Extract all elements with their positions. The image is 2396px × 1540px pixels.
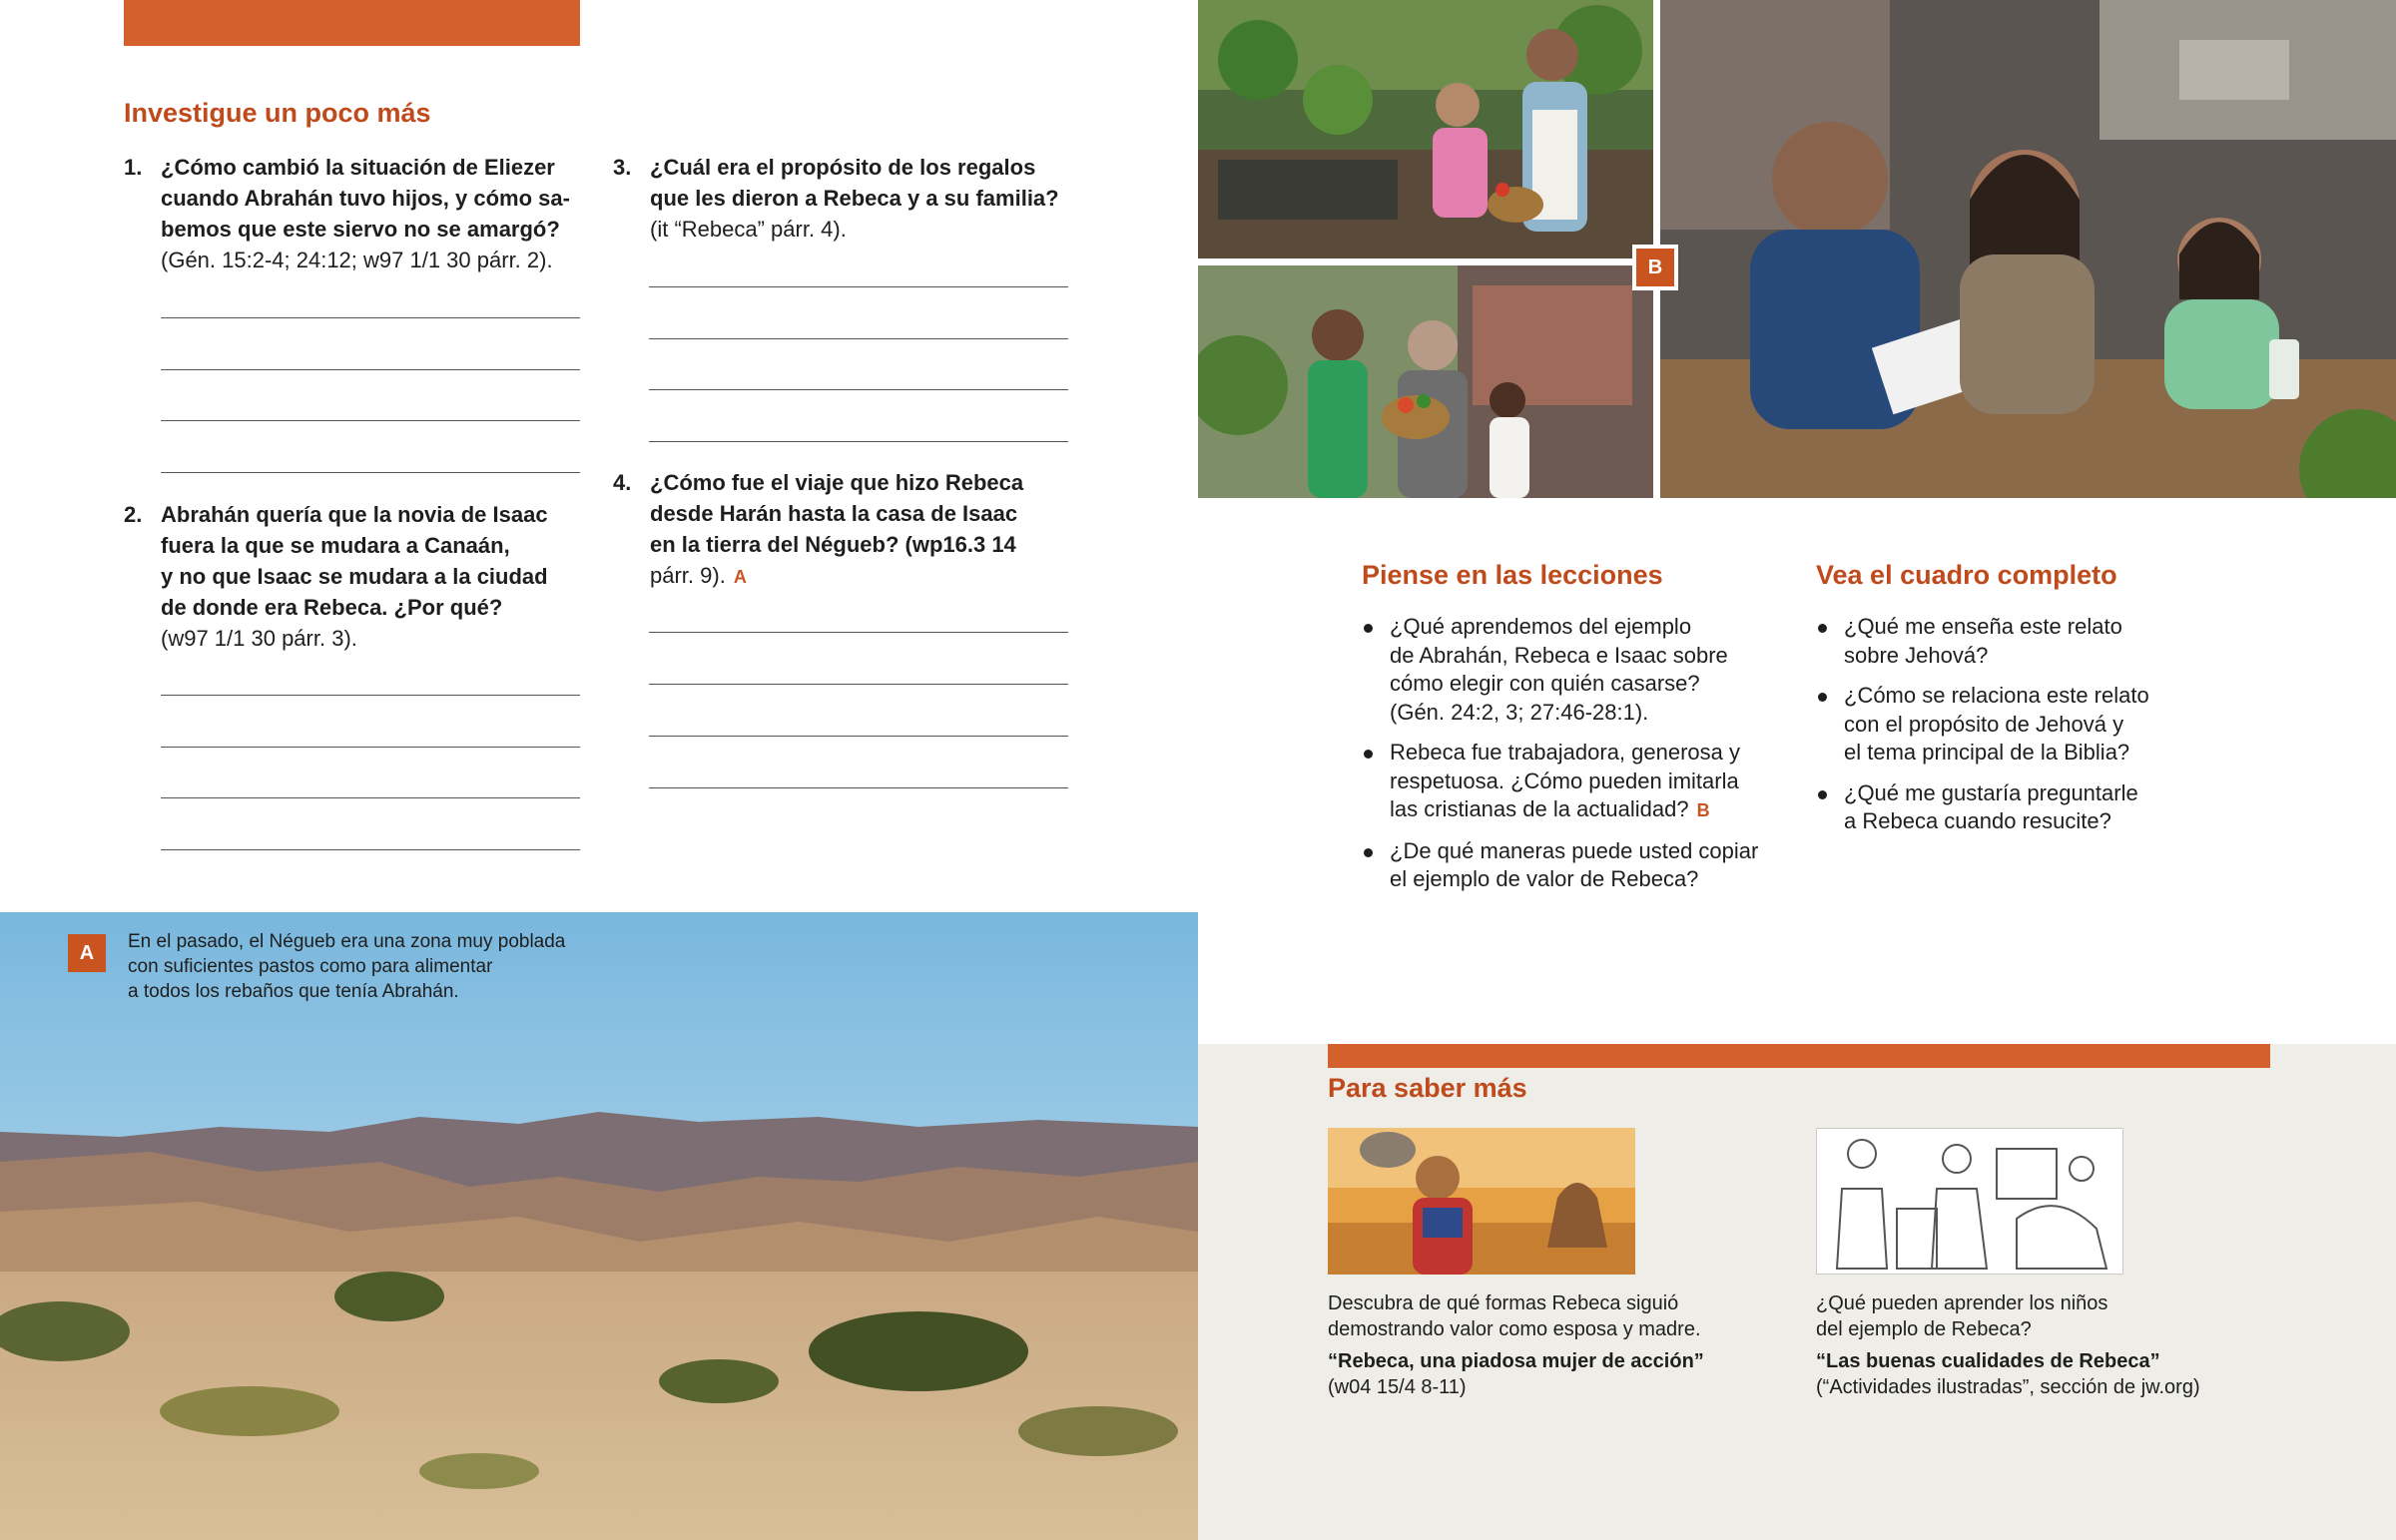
desc-line: ¿Qué pueden aprender los niños: [1816, 1292, 2108, 1314]
answer-line[interactable]: [161, 420, 580, 421]
research-heading: Investigue un poco más: [124, 98, 431, 128]
item-line: ¿Qué aprendemos del ejemplo: [1390, 614, 1692, 639]
photo-ref-letter: A: [733, 567, 747, 587]
bigpicture-list: [1816, 613, 2235, 848]
item-line: el ejemplo de valor de Rebeca?: [1390, 866, 1699, 891]
question-reference: párr. 9).: [650, 563, 726, 588]
item-line: las cristianas de la actualidad?: [1390, 796, 1689, 821]
item-line: a Rebeca cuando resucite?: [1844, 808, 2111, 833]
question-line: cuando Abrahán tuvo hijos, y cómo sa-: [161, 186, 570, 211]
question-line: ¿Cuál era el propósito de los regalos: [650, 155, 1036, 180]
lessons-heading: Piense en las lecciones: [1362, 560, 1663, 590]
photo-b-badge: B: [1632, 245, 1678, 290]
question-reference: (w97 1/1 30 párr. 3).: [161, 626, 357, 651]
question-reference: (Gén. 15:2-4; 24:12; w97 1/1 30 párr. 2).: [161, 248, 553, 272]
answer-line[interactable]: [649, 684, 1068, 685]
photo-family-study: [1660, 0, 2396, 498]
desc-line: del ejemplo de Rebeca?: [1816, 1318, 2032, 1340]
answer-line[interactable]: [649, 286, 1068, 287]
decorative-band: [124, 0, 580, 46]
item-line: cómo elegir con quién casarse?: [1390, 671, 1700, 696]
question-line: que les dieron a Rebeca y a su familia?: [650, 186, 1059, 211]
photo-a-badge: A: [68, 934, 106, 972]
item-line: de Abrahán, Rebeca e Isaac sobre: [1390, 642, 1728, 668]
thumbnail-activity-drawing[interactable]: [1816, 1128, 2123, 1275]
question-line: ¿Cómo fue el viaje que hizo Rebeca: [650, 470, 1024, 495]
answer-line[interactable]: [649, 736, 1068, 737]
list-item: [1816, 682, 2235, 768]
answer-line[interactable]: [161, 369, 580, 370]
list-item: [1816, 613, 2235, 670]
item-line: ¿Cómo se relaciona este relato: [1844, 683, 2149, 708]
bigpicture-heading: Vea el cuadro completo: [1816, 560, 2117, 590]
question-3: [613, 152, 1092, 245]
question-line: en la tierra del Négueb? (wp16.3 14: [650, 532, 1016, 557]
list-item: [1362, 613, 1791, 727]
answer-line[interactable]: [161, 695, 580, 696]
panel-accent-bar: [1328, 1044, 2270, 1068]
more-right-text: [1816, 1290, 2200, 1400]
question-2: [124, 499, 603, 654]
caption-line: con suficientes pastos como para alimentar: [128, 956, 493, 977]
answer-line[interactable]: [161, 849, 580, 850]
question-line: Abrahán quería que la novia de Isaac: [161, 502, 548, 527]
more-heading: Para saber más: [1328, 1073, 1527, 1103]
answer-line[interactable]: [161, 317, 580, 318]
answer-line[interactable]: [649, 441, 1068, 442]
photo-negev-landscape: [0, 912, 1198, 1540]
article-title[interactable]: “Las buenas cualidades de Rebeca”: [1816, 1350, 2160, 1372]
article-reference: (“Actividades ilustradas”, sección de jw.org): [1816, 1376, 2200, 1398]
answer-line[interactable]: [161, 797, 580, 798]
question-line: ¿Cómo cambió la situación de Eliezer: [161, 155, 555, 180]
question-number: 1.: [124, 155, 143, 180]
list-item: [1362, 739, 1791, 825]
more-left-text: [1328, 1290, 1704, 1400]
answer-line[interactable]: [649, 389, 1068, 390]
question-line: fuera la que se mudara a Canaán,: [161, 533, 510, 558]
question-4: [613, 467, 1092, 593]
item-line: ¿Qué me enseña este relato: [1844, 614, 2122, 639]
question-number: 3.: [613, 155, 632, 180]
question-line: bemos que este siervo no se amargó?: [161, 217, 560, 242]
answer-line[interactable]: [649, 338, 1068, 339]
photo-garden: [1198, 0, 1653, 258]
desc-line: Descubra de qué formas Rebeca siguió: [1328, 1292, 1679, 1314]
question-reference: (it “Rebeca” párr. 4).: [650, 217, 847, 242]
answer-line[interactable]: [161, 472, 580, 473]
question-number: 2.: [124, 502, 143, 527]
caption-line: En el pasado, el Négueb era una zona muy poblada: [128, 931, 566, 952]
item-line: Rebeca fue trabajadora, generosa y: [1390, 740, 1741, 765]
item-line: (Gén. 24:2, 3; 27:46-28:1).: [1390, 699, 1649, 725]
question-number: 4.: [613, 470, 632, 495]
list-item: [1816, 779, 2235, 836]
item-line: ¿De qué maneras puede usted copiar: [1390, 837, 1759, 863]
item-line: respetuosa. ¿Cómo pueden imitarla: [1390, 768, 1739, 793]
lessons-list: [1362, 613, 1791, 906]
item-line: el tema principal de la Biblia?: [1844, 740, 2130, 765]
question-line: de donde era Rebeca. ¿Por qué?: [161, 595, 503, 620]
article-title[interactable]: “Rebeca, una piadosa mujer de acción”: [1328, 1350, 1704, 1372]
item-line: con el propósito de Jehová y: [1844, 711, 2124, 737]
article-reference: (w04 15/4 8-11): [1328, 1376, 1467, 1398]
answer-line[interactable]: [649, 787, 1068, 788]
photo-ref-letter: B: [1696, 800, 1710, 820]
photo-gift-basket: [1198, 265, 1653, 498]
question-1: [124, 152, 603, 275]
answer-line[interactable]: [649, 632, 1068, 633]
item-line: ¿Qué me gustaría preguntarle: [1844, 779, 2138, 805]
photo-a-caption: [128, 929, 565, 1004]
answer-line[interactable]: [161, 747, 580, 748]
question-line: y no que Isaac se mudara a la ciudad: [161, 564, 548, 589]
desc-line: demostrando valor como esposa y madre.: [1328, 1318, 1701, 1340]
caption-line: a todos los rebaños que tenía Abrahán.: [128, 981, 459, 1002]
thumbnail-rebeca-well[interactable]: [1328, 1128, 1635, 1275]
list-item: [1362, 837, 1791, 894]
question-line: desde Harán hasta la casa de Isaac: [650, 501, 1018, 526]
item-line: sobre Jehová?: [1844, 642, 1989, 668]
